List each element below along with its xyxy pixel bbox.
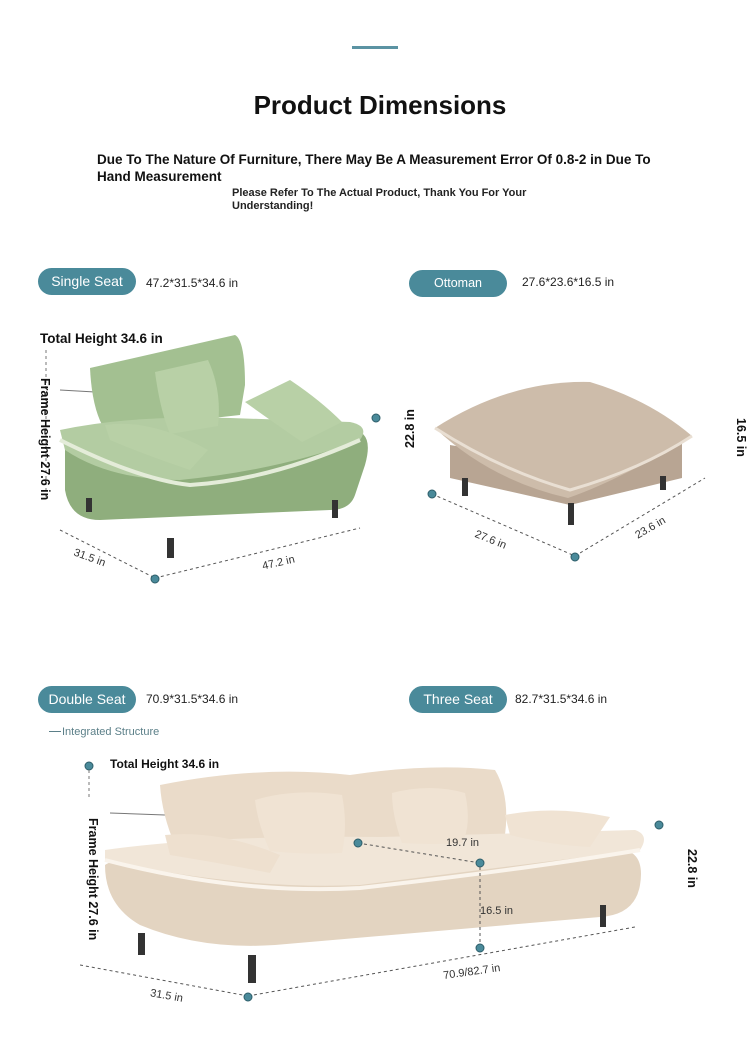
three-height-right: 22.8 in — [685, 849, 699, 888]
three-frame-height: Frame Height 27.6 in — [86, 818, 100, 941]
page-title: Product Dimensions — [253, 90, 507, 120]
double-seat-badge: Double Seat — [38, 686, 136, 713]
three-depth: 31.5 in — [149, 987, 184, 1005]
three-total-height: Total Height 34.6 in — [110, 757, 220, 771]
ottoman-illustration — [420, 370, 720, 570]
three-seat-size: 82.7*31.5*34.6 in — [515, 692, 608, 706]
ottoman-width: 27.6 in — [472, 528, 509, 552]
ottoman-depth: 23.6 in — [633, 514, 668, 542]
single-total-height: Total Height 34.6 in — [40, 331, 163, 346]
accent-line — [352, 46, 398, 49]
double-seat-size: 70.9*31.5*34.6 in — [146, 692, 239, 706]
three-width: 70.9/82.7 in — [442, 962, 502, 982]
three-seat-badge: Three Seat — [409, 686, 507, 713]
ottoman-height-left: 22.8 in — [403, 409, 417, 448]
measurement-subnote: Please Refer To The Actual Product, Thank You For Your Understanding! — [232, 187, 527, 212]
ottoman-height-right: 16.5 in — [734, 418, 748, 457]
single-frame-height: Frame Height 27.6 in — [38, 378, 52, 501]
single-width: 47.2 in — [261, 553, 296, 573]
single-depth: 31.5 in — [71, 546, 108, 570]
ottoman-badge: Ottoman — [409, 270, 507, 297]
seat-depth-label: 19.7 in — [446, 837, 480, 849]
seat-height-label: 16.5 in — [480, 905, 514, 917]
integrated-structure: Integrated Structure — [62, 726, 160, 738]
single-seat-badge: Single Seat — [38, 268, 136, 295]
single-seat-size: 47.2*31.5*34.6 in — [146, 276, 239, 290]
ottoman-size: 27.6*23.6*16.5 in — [522, 275, 615, 289]
integrated-dash — [49, 731, 61, 732]
three-seat-illustration — [80, 755, 680, 1005]
measurement-note: Due To The Nature Of Furniture, There May Be A Measurement Error Of 0.8-2 in Due To Hand Measurement — [97, 152, 651, 184]
